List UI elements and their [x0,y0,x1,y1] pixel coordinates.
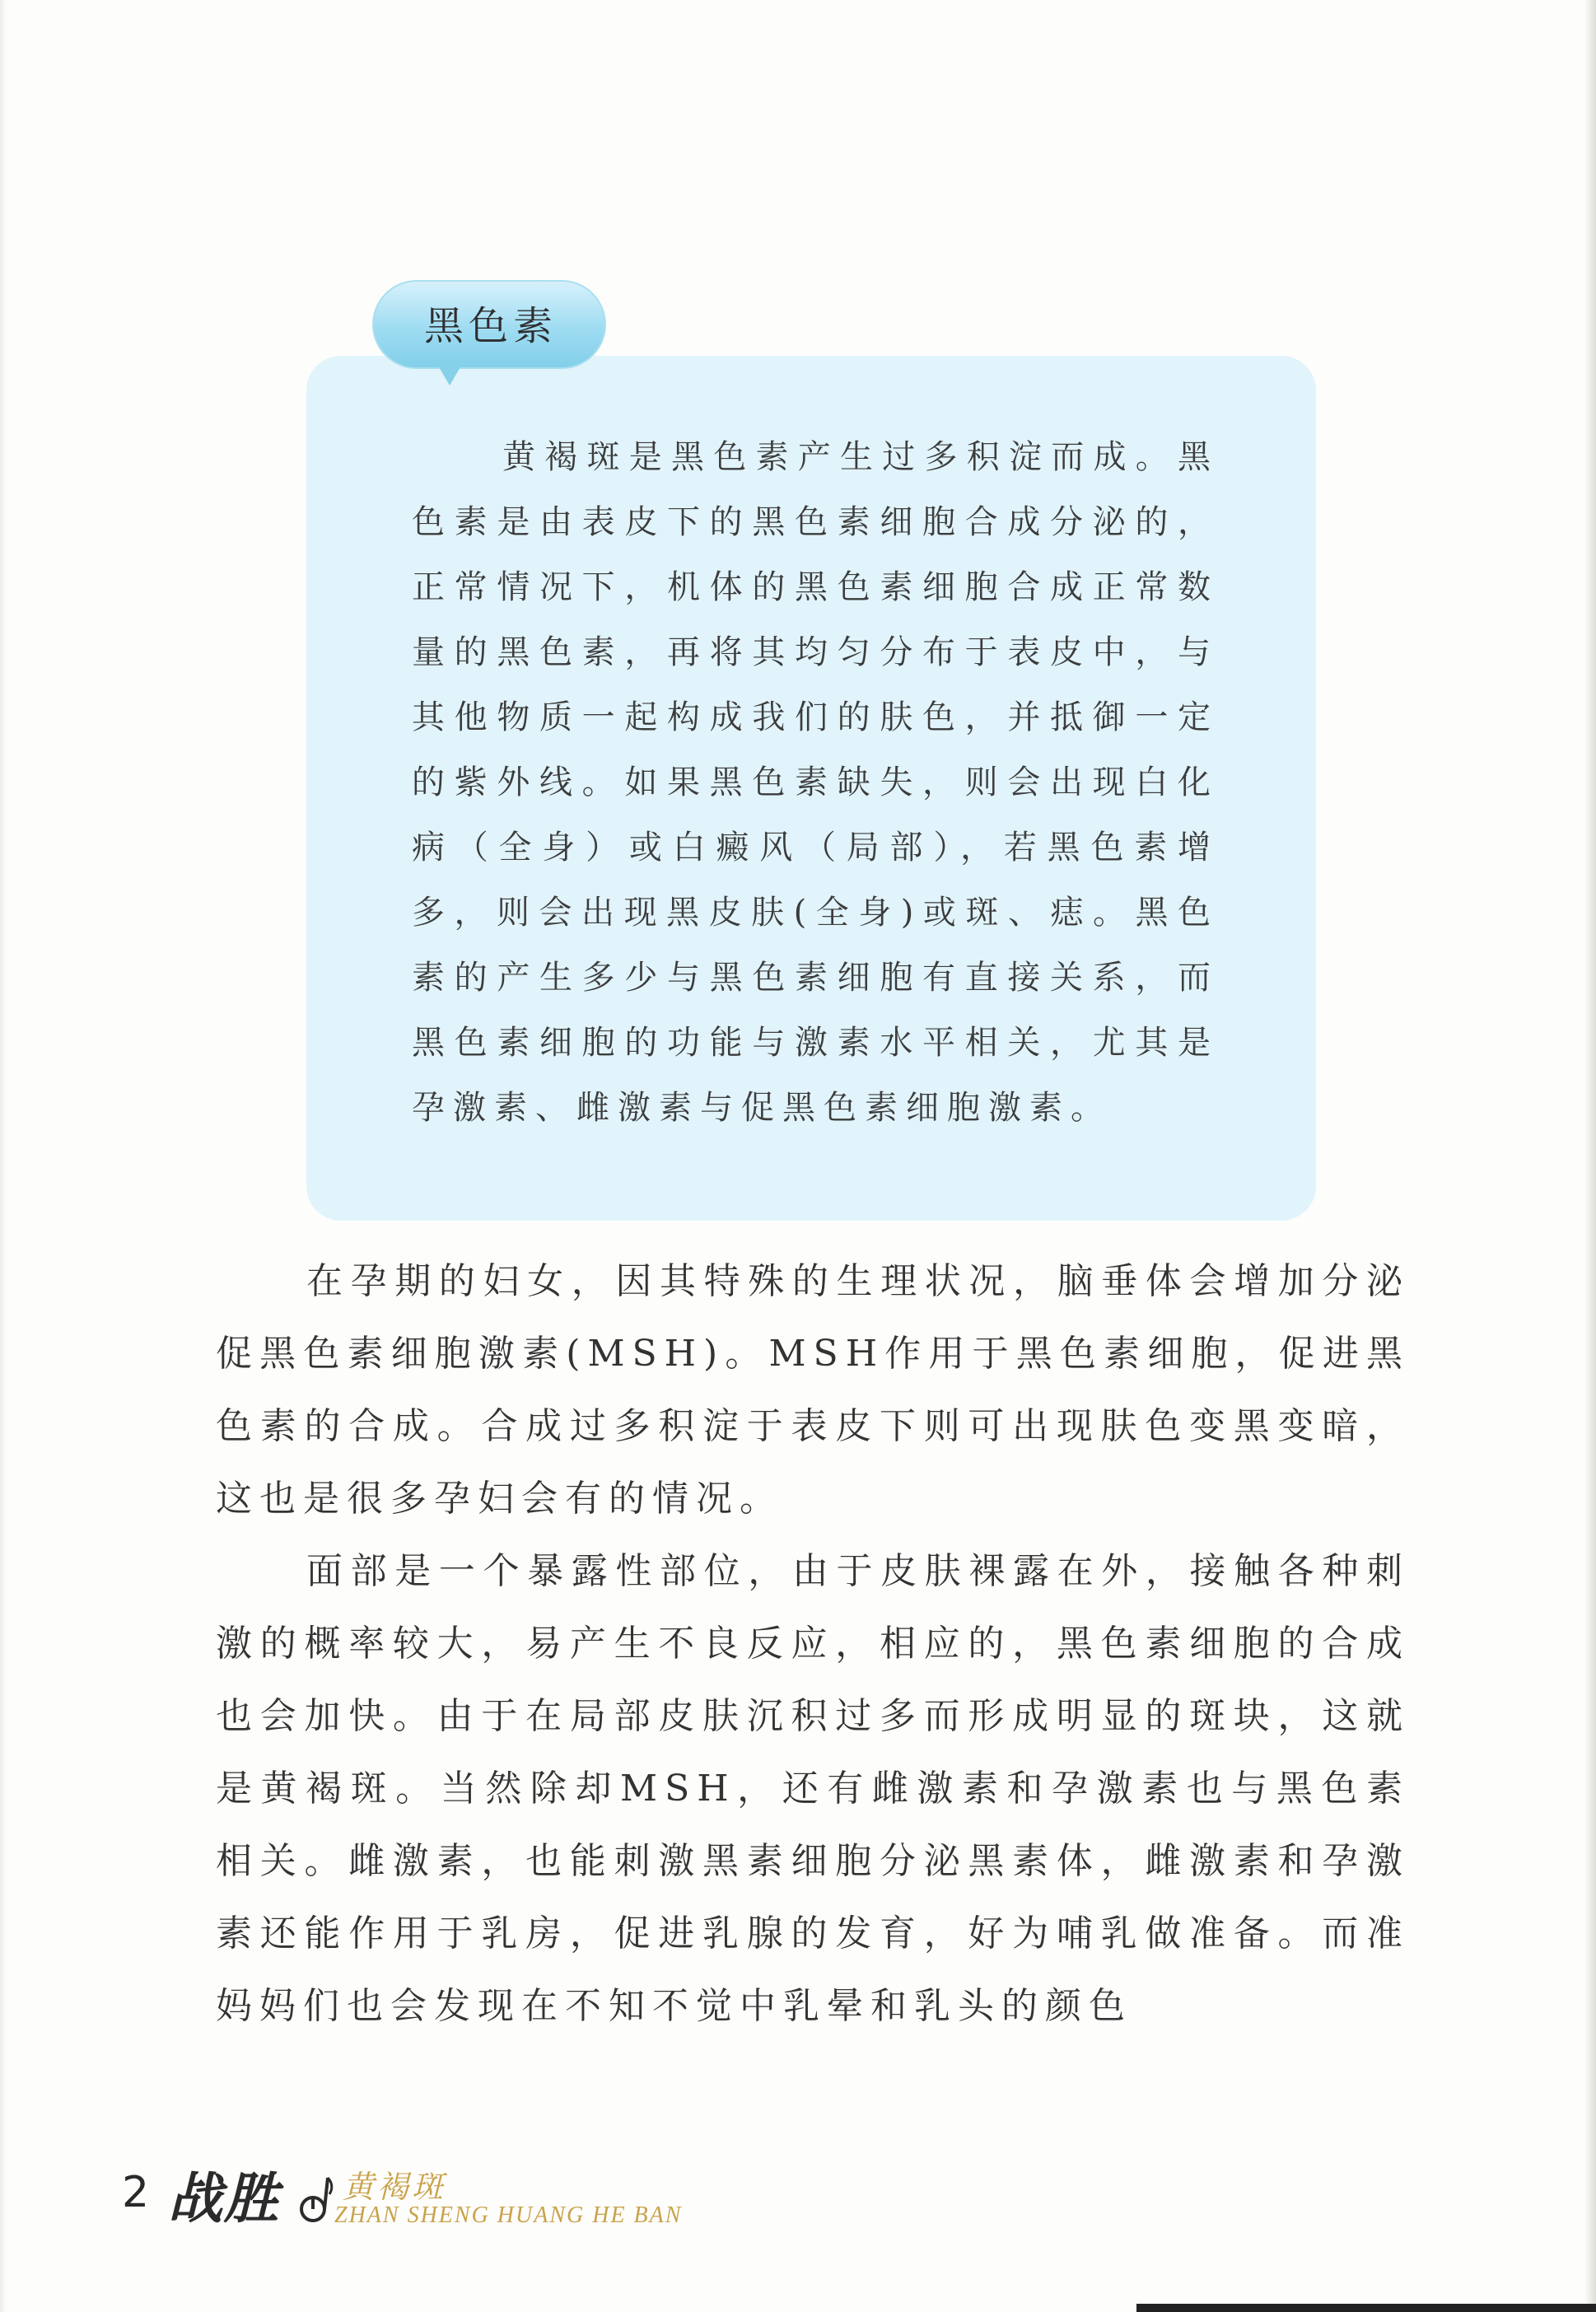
callout-tag [372,280,606,369]
page-number: 2 [122,2168,150,2217]
page-edge-bottom [1136,2304,1596,2312]
brand-subtitle-en: ZHAN SHENG HUANG HE BAN [334,2202,683,2228]
body-paragraph-2: 面部是一个暴露性部位，由于皮肤裸露在外，接触各种刺激的概率较大，易产生不良反应，相应的，黑色素细胞的合成也会加快。由于在局部皮肤沉积过多而形成明显的斑块，这就是黄褐斑。当然除却MSH，还有雌激素和孕激素也与黑色素相关。雌激素，也能刺激黑素细胞分泌黑素体，雌激素和孕激素还能作用于乳房，促进乳腺的发育，好为哺乳做准备。而准妈妈们也会发现在不知不觉中乳晕和乳头的颜色 [216,1550,1410,2027]
page-edge-left [0,0,7,2312]
music-note-icon [296,2174,334,2226]
brand-subtitle-cn: 黄褐斑 [343,2169,447,2205]
page-edge-right [1584,0,1596,2312]
brand-title: 战胜 [168,2167,280,2230]
callout-title: 黑色素 [423,303,558,349]
callout-text [412,425,1219,1141]
body-paragraph-1: 在孕期的妇女，因其特殊的生理状况，脑垂体会增加分泌促黑色素细胞激素(MSH)。MSH作用于黑色素细胞，促进黑色素的合成。合成过多积淀于表皮下则可出现肤色变黑变暗，这也是很多孕妇会有的情况。 [216,1260,1410,1520]
callout-paragraph: 黄褐斑是黑色素产生过多积淀而成。黑色素是由表皮下的黑色素细胞合成分泌的，正常情况下，机体的黑色素细胞合成正常数量的黑色素，再将其均匀分布于表皮中，与其他物质一起构成我们的肤色，并抵御一定的紫外线。如果黑色素缺失，则会出现白化病（全身）或白癜风（局部），若黑色素增多，则会出现黑皮肤(全身)或斑、痣。黑色素的产生多少与黑色素细胞有直接关系，而黑色素细胞的功能与激素水平相关，尤其是孕激素、雌激素与促黑色素细胞激素。 [412,438,1219,1127]
body-text [216,1245,1410,2043]
page-footer [122,2151,863,2242]
